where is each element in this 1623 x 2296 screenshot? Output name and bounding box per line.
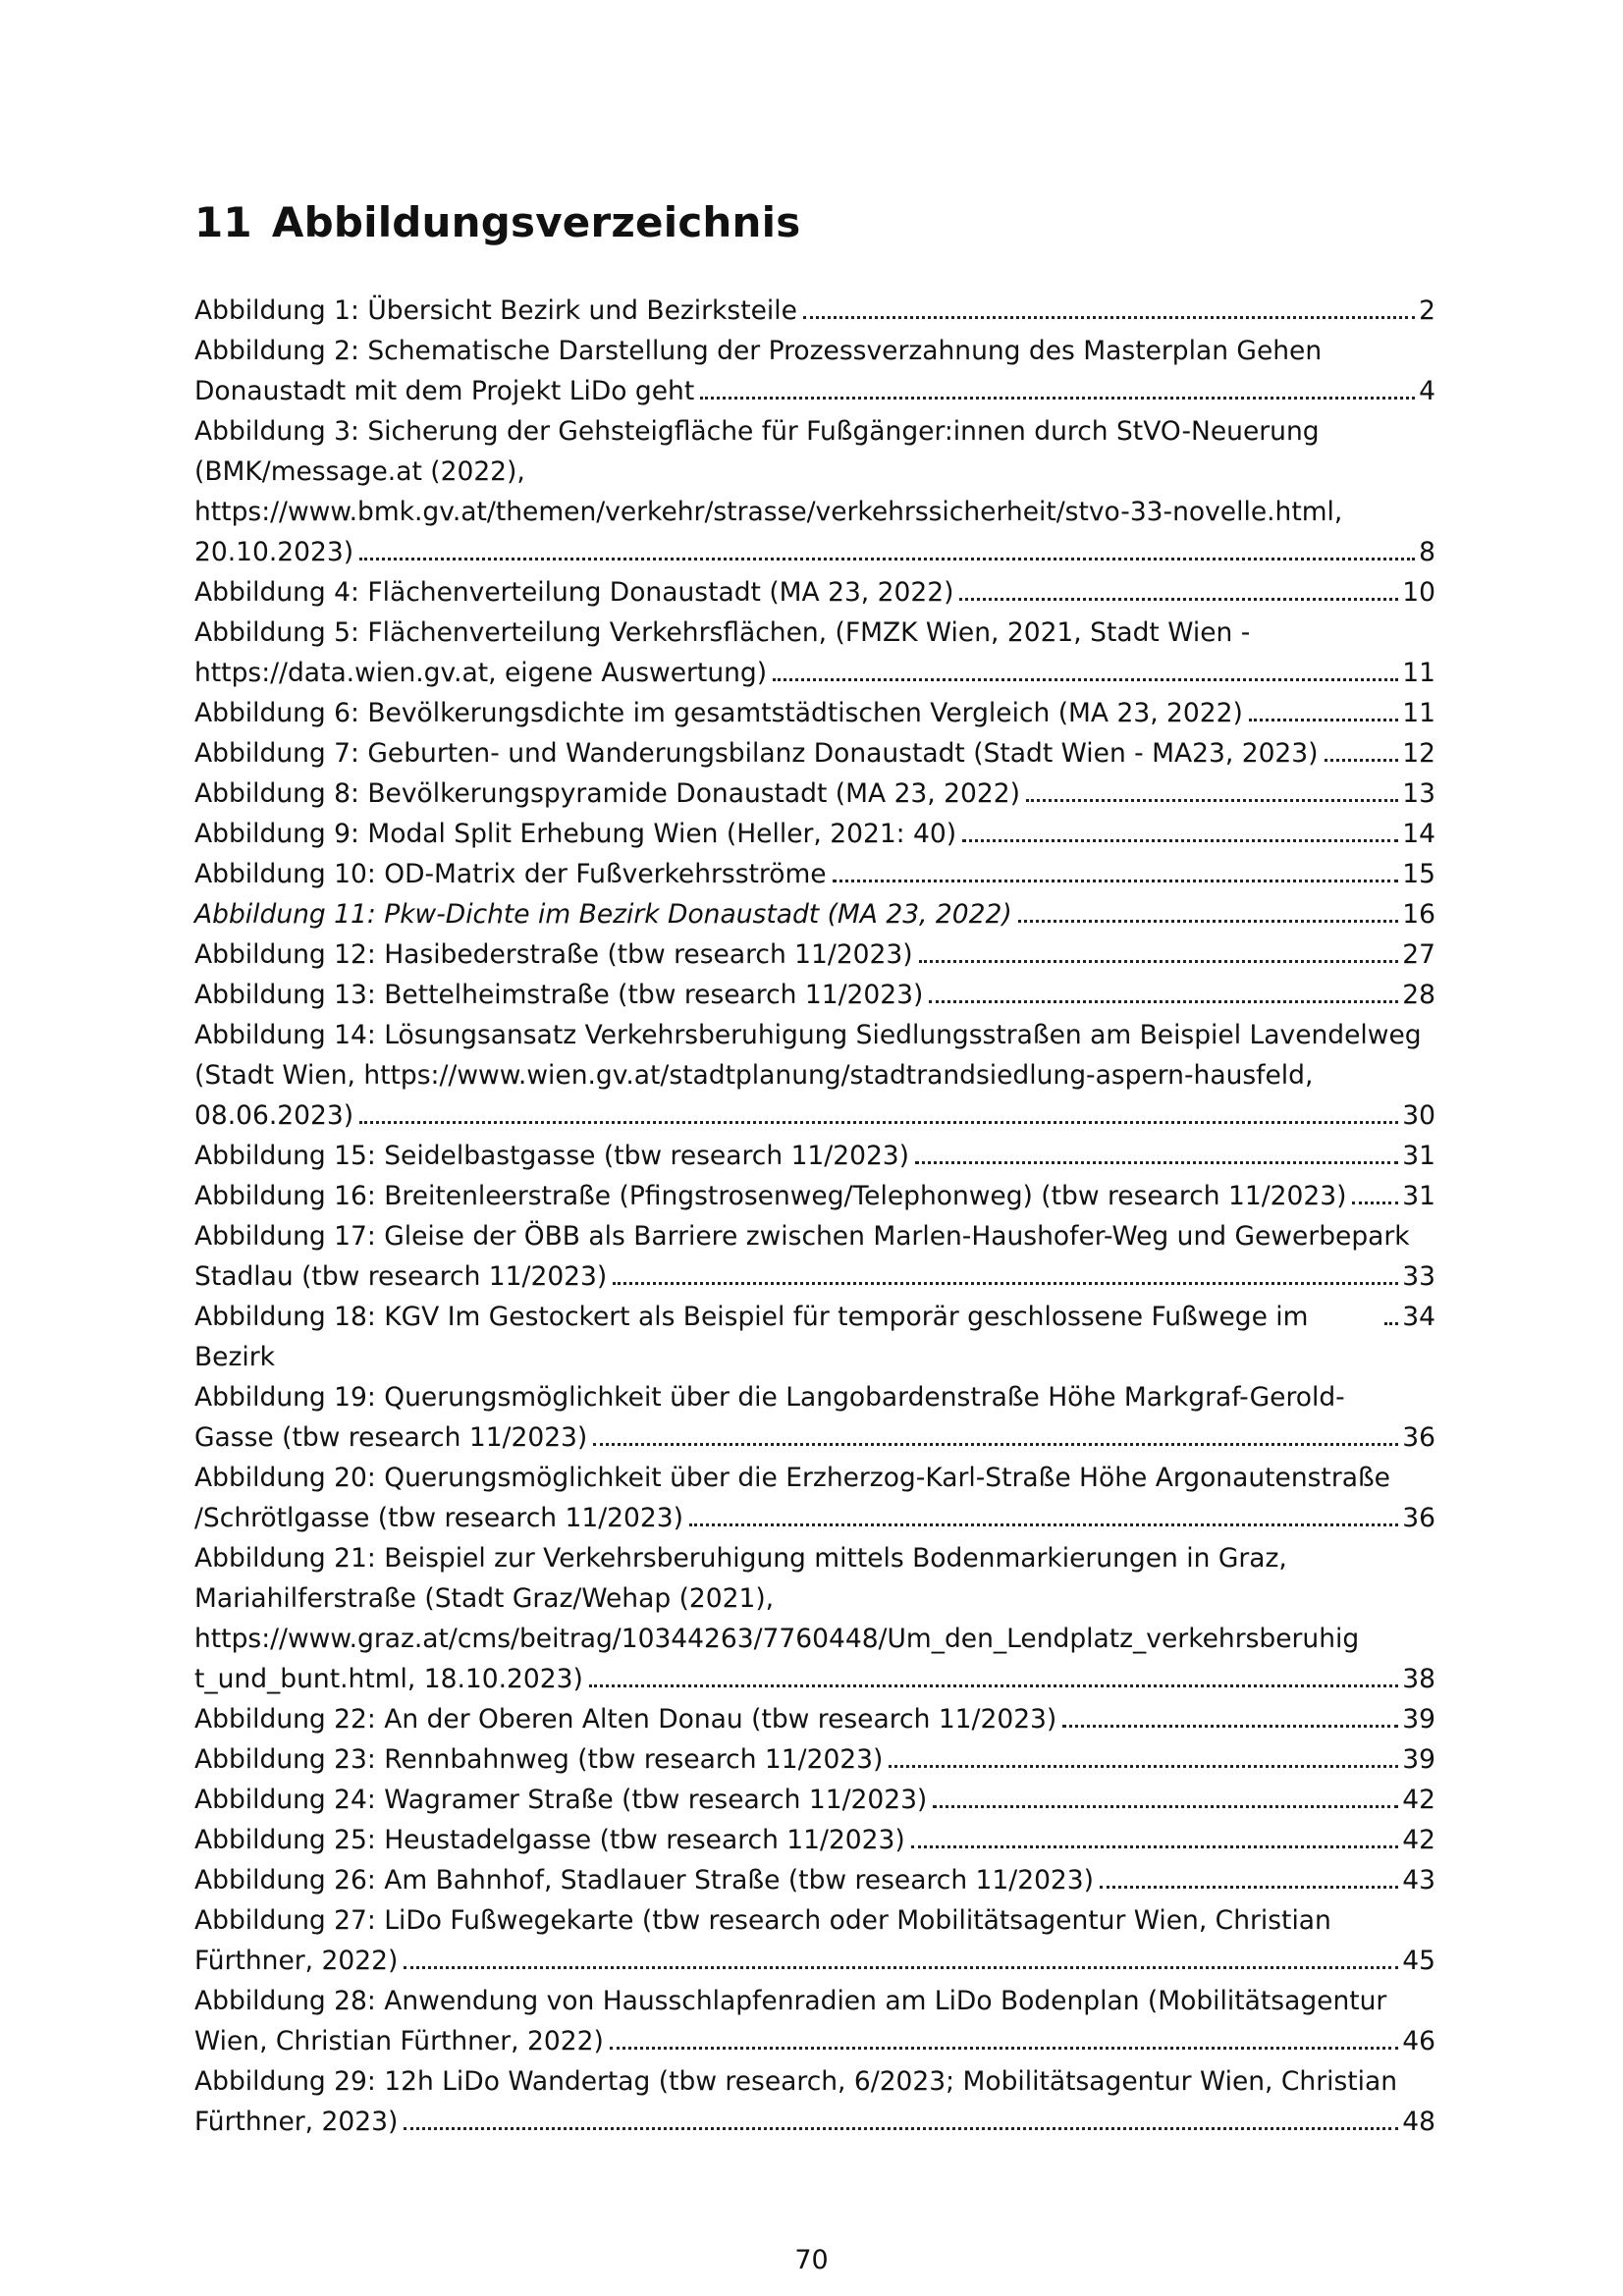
figure-entry-caption: Donaustadt mit dem Projekt LiDo geht: [194, 376, 695, 406]
figure-entry[interactable]: [194, 331, 1435, 411]
dot-leader: [773, 678, 1398, 681]
figure-entry-page: 31: [1402, 1141, 1435, 1171]
figure-entry-page: 8: [1419, 537, 1435, 567]
figure-entry-page: 42: [1402, 1785, 1435, 1815]
figure-entry-caption: 20.10.2023): [194, 537, 354, 567]
figure-entry[interactable]: [194, 1297, 1435, 1377]
figure-entry-line: Abbildung 27: LiDo Fußwegekarte (tbw research oder Mobilitätsagentur Wien, Christian: [194, 1905, 1331, 1936]
figure-entry-page: 43: [1402, 1865, 1435, 1896]
figure-entry[interactable]: [194, 1136, 1435, 1176]
dot-leader: [1062, 1725, 1398, 1728]
dot-leader: [359, 558, 1415, 561]
figure-entry-row: [194, 1780, 1435, 1820]
dot-leader: [700, 397, 1415, 400]
figure-entry-caption: Gasse (tbw research 11/2023): [194, 1422, 588, 1453]
figure-entry[interactable]: [194, 1900, 1435, 1981]
figure-entry-row: [194, 1256, 1435, 1297]
figure-entry-line: https://www.bmk.gv.at/themen/verkehr/strasse/verkehrssicherheit/stvo-33-novelle.html,: [194, 497, 1343, 527]
figure-entry-page: 48: [1402, 2107, 1435, 2137]
figure-entry-line: Abbildung 3: Sicherung der Gehsteigfläche für Fußgänger:innen durch StVO-Neuerung: [194, 416, 1320, 447]
figure-entry-row: [194, 975, 1435, 1015]
figure-entry[interactable]: [194, 1377, 1435, 1458]
figure-entry-line: Abbildung 2: Schematische Darstellung der Prozessverzahnung des Masterplan Gehen: [194, 336, 1323, 366]
figure-entry[interactable]: [194, 1458, 1435, 1538]
figure-entry-row: [194, 1297, 1435, 1377]
figure-entry-caption: Wien, Christian Fürthner, 2022): [194, 2026, 604, 2056]
dot-leader: [1249, 719, 1398, 721]
figure-entry-row: [194, 532, 1435, 572]
figure-entry-page: 27: [1402, 939, 1435, 970]
figure-entry-caption: Abbildung 13: Bettelheimstraße (tbw research 11/2023): [194, 980, 924, 1010]
figure-entry[interactable]: [194, 1780, 1435, 1820]
figure-entry-caption: Fürthner, 2022): [194, 1946, 399, 1976]
figure-entry-page: 42: [1402, 1825, 1435, 1855]
figure-entry-row: [194, 733, 1435, 774]
figure-entry-caption: t_und_bunt.html, 18.10.2023): [194, 1664, 583, 1694]
figure-entry-page: 11: [1402, 658, 1435, 688]
figure-entry-page: 14: [1402, 819, 1435, 849]
dot-leader: [1100, 1886, 1398, 1889]
figure-entry[interactable]: [194, 1860, 1435, 1900]
figure-entry-caption: Abbildung 9: Modal Split Erhebung Wien (Heller, 2021: 40): [194, 819, 957, 849]
figure-entry-page: 11: [1402, 698, 1435, 728]
figure-entry-line: (Stadt Wien, https://www.wien.gv.at/stadtplanung/stadtrandsiedlung-aspern-hausfeld,: [194, 1060, 1314, 1091]
figure-entry-caption: Abbildung 26: Am Bahnhof, Stadlauer Straße (tbw research 11/2023): [194, 1865, 1094, 1896]
figure-entry-caption: Abbildung 24: Wagramer Straße (tbw research 11/2023): [194, 1785, 928, 1815]
figure-entry-caption: Abbildung 11: Pkw-Dichte im Bezirk Donaustadt (MA 23, 2022): [194, 899, 1012, 930]
figure-entry-row: [194, 2021, 1435, 2061]
figure-entry-row: [194, 1417, 1435, 1458]
figure-entry[interactable]: [194, 1820, 1435, 1860]
figure-entry-page: 28: [1402, 980, 1435, 1010]
figure-entry-line: (BMK/message.at (2022),: [194, 456, 525, 487]
figure-entry-caption: https://data.wien.gv.at, eigene Auswertung): [194, 658, 768, 688]
figure-entry-page: 12: [1402, 738, 1435, 769]
figure-entry-row: [194, 1941, 1435, 1981]
figure-entry[interactable]: [194, 854, 1435, 894]
figure-entry[interactable]: [194, 1538, 1435, 1699]
dot-leader: [929, 1000, 1398, 1003]
figure-entry-row: [194, 854, 1435, 894]
dot-leader: [404, 2127, 1398, 2130]
figure-entry[interactable]: [194, 894, 1435, 934]
figure-entry-line: Abbildung 28: Anwendung von Hausschlapfenradien am LiDo Bodenplan (Mobilitätsagentur: [194, 1986, 1387, 2016]
figure-entry-caption: Abbildung 25: Heustadelgasse (tbw research 11/2023): [194, 1825, 905, 1855]
figure-entry-line: https://www.graz.at/cms/beitrag/10344263/7760448/Um_den_Lendplatz_verkehrsberuhig: [194, 1624, 1360, 1654]
dot-leader: [1026, 799, 1398, 802]
figure-entry-row: [194, 1860, 1435, 1900]
figure-entry[interactable]: [194, 693, 1435, 733]
dot-leader: [359, 1121, 1398, 1124]
dot-leader: [1325, 759, 1399, 762]
figure-entry-line: Abbildung 14: Lösungsansatz Verkehrsberuhigung Siedlungsstraßen am Beispiel Lavendelweg: [194, 1020, 1422, 1050]
section-title: Abbildungsverzeichnis: [271, 198, 801, 246]
figure-entry-row: [194, 1820, 1435, 1860]
figure-entry[interactable]: [194, 1739, 1435, 1780]
dot-leader: [1018, 920, 1399, 923]
figure-entry[interactable]: [194, 1176, 1435, 1216]
figure-entry-caption: Abbildung 23: Rennbahnweg (tbw research 11/2023): [194, 1744, 884, 1775]
figure-entry-row: [194, 1498, 1435, 1538]
figure-entry-row: [194, 1176, 1435, 1216]
dot-leader: [962, 839, 1398, 842]
figure-entry-caption: Abbildung 22: An der Oberen Alten Donau (tbw research 11/2023): [194, 1704, 1057, 1735]
figure-entry-line: Abbildung 17: Gleise der ÖBB als Barriere zwischen Marlen-Haushofer-Weg und Gewerbepark: [194, 1221, 1410, 1252]
figure-entry-page: 15: [1402, 859, 1435, 889]
dot-leader: [610, 2047, 1398, 2050]
figure-entry-row: [194, 2102, 1435, 2142]
figure-entry-page: 45: [1402, 1946, 1435, 1976]
figure-entry-page: 36: [1402, 1503, 1435, 1533]
figure-entry-page: 39: [1402, 1744, 1435, 1775]
figure-entry-line: Abbildung 19: Querungsmöglichkeit über die Langobardenstraße Höhe Markgraf-Gerold-: [194, 1382, 1345, 1413]
figure-entry[interactable]: [194, 2061, 1435, 2142]
dot-leader: [919, 960, 1399, 963]
dot-leader: [1352, 1201, 1398, 1204]
figure-entry-caption: Abbildung 18: KGV Im Gestockert als Beispiel für temporär geschlossene Fußwege im Bezirk: [194, 1302, 1309, 1372]
figure-entry-row: [194, 653, 1435, 693]
page-number: 70: [794, 2245, 829, 2275]
figure-entry-line: Abbildung 5: Flächenverteilung Verkehrsflächen, (FMZK Wien, 2021, Stadt Wien -: [194, 617, 1251, 648]
figure-entry[interactable]: [194, 411, 1435, 572]
figure-entry-row: [194, 371, 1435, 411]
dot-leader: [889, 1765, 1398, 1768]
figure-entry[interactable]: [194, 1981, 1435, 2061]
figure-entry-page: 34: [1402, 1302, 1435, 1332]
figure-entry[interactable]: [194, 934, 1435, 975]
dot-leader: [404, 1966, 1398, 1969]
figure-entry-row: [194, 1739, 1435, 1780]
dot-leader: [833, 880, 1399, 882]
figure-entry-page: 38: [1402, 1664, 1435, 1694]
figure-entry-caption: Abbildung 16: Breitenleerstraße (Pfingstrosenweg/Telephonweg) (tbw research 11/2023): [194, 1181, 1347, 1211]
figure-entry-line: Abbildung 21: Beispiel zur Verkehrsberuhigung mittels Bodenmarkierungen in Graz,: [194, 1543, 1287, 1574]
figure-entry[interactable]: [194, 1216, 1435, 1297]
figure-entry[interactable]: [194, 1699, 1435, 1739]
figure-entry-page: 10: [1402, 577, 1435, 608]
figure-entry-row: [194, 693, 1435, 733]
figure-entry-row: [194, 774, 1435, 814]
figure-entry[interactable]: [194, 814, 1435, 854]
figure-entry[interactable]: [194, 774, 1435, 814]
figure-entry-page: 33: [1402, 1261, 1435, 1292]
figure-entry-row: [194, 1659, 1435, 1699]
figure-entry[interactable]: [194, 291, 1435, 331]
dot-leader: [959, 598, 1398, 601]
figure-entry-page: 16: [1402, 899, 1435, 930]
figure-entry-row: [194, 814, 1435, 854]
figure-entry-page: 30: [1402, 1100, 1435, 1131]
figure-entry-page: 4: [1419, 376, 1435, 406]
figure-entry-caption: Abbildung 4: Flächenverteilung Donaustadt (MA 23, 2022): [194, 577, 954, 608]
dot-leader: [613, 1282, 1398, 1285]
figure-entry-page: 31: [1402, 1181, 1435, 1211]
figure-entry-page: 39: [1402, 1704, 1435, 1735]
dot-leader: [911, 1845, 1399, 1848]
section-heading: [194, 198, 800, 246]
dot-leader: [689, 1523, 1398, 1526]
figure-entry[interactable]: [194, 1015, 1435, 1136]
dot-leader: [1384, 1322, 1398, 1325]
figure-entry-caption: Abbildung 8: Bevölkerungspyramide Donaustadt (MA 23, 2022): [194, 778, 1020, 809]
figure-entry-row: [194, 1136, 1435, 1176]
figure-entry-caption: Abbildung 12: Hasibederstraße (tbw research 11/2023): [194, 939, 913, 970]
figure-entry-row: [194, 894, 1435, 934]
figure-entry-caption: Abbildung 15: Seidelbastgasse (tbw research 11/2023): [194, 1141, 909, 1171]
figure-entry-row: [194, 291, 1435, 331]
figure-entry-row: [194, 1095, 1435, 1136]
figure-entry-row: [194, 1699, 1435, 1739]
figure-entry-caption: Abbildung 10: OD-Matrix der Fußverkehrsströme: [194, 859, 827, 889]
section-number: 11: [194, 198, 252, 246]
figure-entry-caption: Abbildung 7: Geburten- und Wanderungsbilanz Donaustadt (Stadt Wien - MA23, 2023): [194, 738, 1319, 769]
dot-leader: [593, 1443, 1398, 1446]
figure-entry-page: 46: [1402, 2026, 1435, 2056]
figure-entry-caption: Fürthner, 2023): [194, 2107, 399, 2137]
figure-entry-page: 2: [1419, 295, 1435, 326]
figure-entry-page: 36: [1402, 1422, 1435, 1453]
figure-entry-page: 13: [1402, 778, 1435, 809]
figure-entry-line: Mariahilferstraße (Stadt Graz/Wehap (2021),: [194, 1583, 775, 1614]
figure-entry[interactable]: [194, 975, 1435, 1015]
figure-entry-caption: /Schrötlgasse (tbw research 11/2023): [194, 1503, 683, 1533]
figure-list: [194, 291, 1435, 2142]
figure-entry-caption: 08.06.2023): [194, 1100, 354, 1131]
dot-leader: [915, 1161, 1398, 1164]
figure-entry-row: [194, 934, 1435, 975]
dot-leader: [803, 316, 1415, 319]
dot-leader: [933, 1805, 1398, 1808]
figure-entry-line: Abbildung 29: 12h LiDo Wandertag (tbw research, 6/2023; Mobilitätsagentur Wien, Christian: [194, 2066, 1398, 2097]
figure-entry-caption: Stadlau (tbw research 11/2023): [194, 1261, 608, 1292]
dot-leader: [589, 1684, 1398, 1687]
figure-entry[interactable]: [194, 733, 1435, 774]
figure-entry-caption: Abbildung 6: Bevölkerungsdichte im gesamtstädtischen Vergleich (MA 23, 2022): [194, 698, 1243, 728]
figure-entry[interactable]: [194, 572, 1435, 613]
figure-entry-caption: Abbildung 1: Übersicht Bezirk und Bezirksteile: [194, 295, 797, 326]
figure-entry-line: Abbildung 20: Querungsmöglichkeit über die Erzherzog-Karl-Straße Höhe Argonautenstraße: [194, 1463, 1390, 1493]
figure-entry-row: [194, 572, 1435, 613]
figure-entry[interactable]: [194, 613, 1435, 693]
